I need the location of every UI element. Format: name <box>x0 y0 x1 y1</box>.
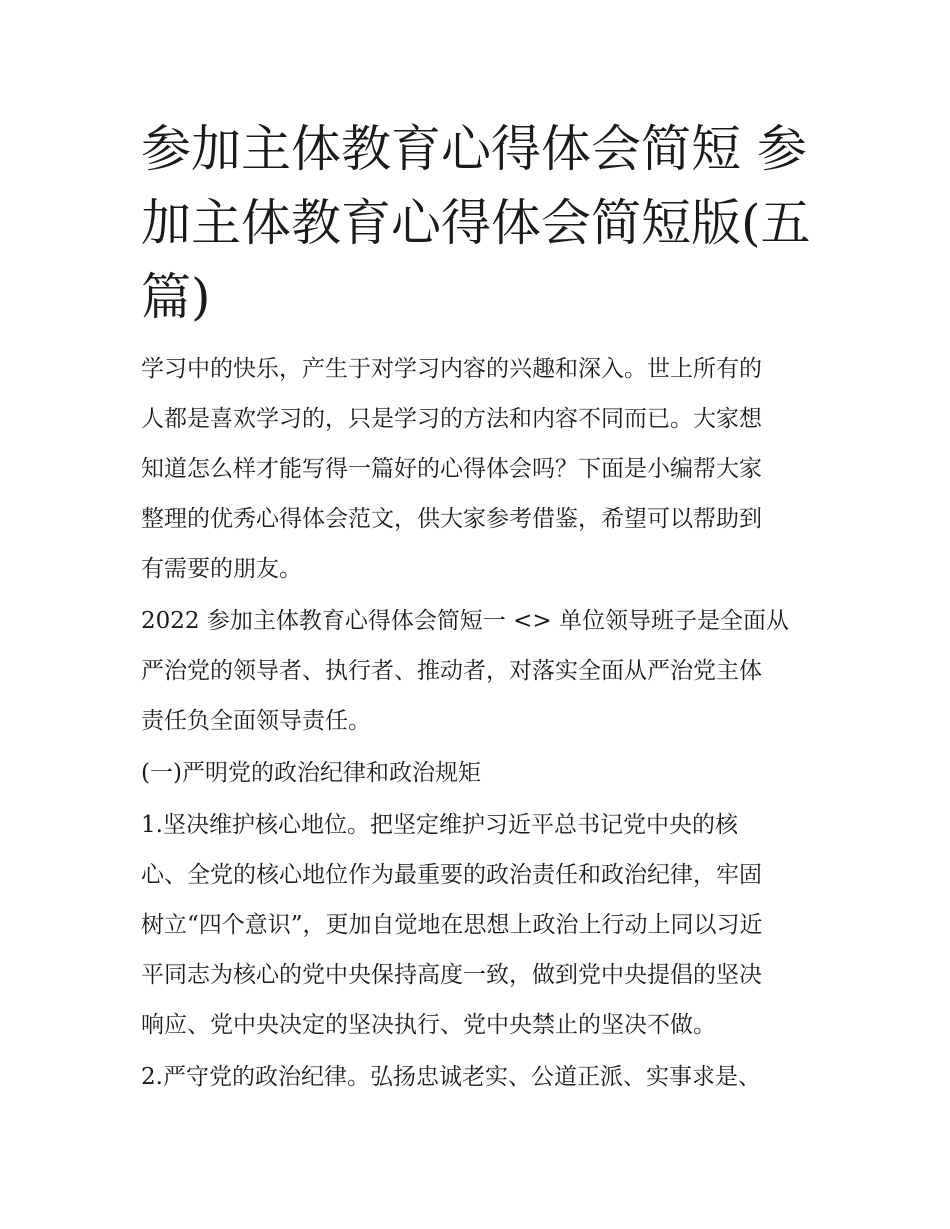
text-line: 1.坚决维护核心地位。把坚定维护习近平总书记党中央的核 <box>141 812 738 838</box>
document-title <box>141 112 813 334</box>
text-line: 整理的优秀心得体会范文，供大家参考借鉴，希望可以帮助到 <box>141 506 762 532</box>
text-line: 责任负全面领导责任。 <box>141 708 371 734</box>
text-line: 2022 参加主体教育心得体会简短一 <> 单位领导班子是全面从 <box>141 608 790 634</box>
item-one-paragraph <box>141 800 813 1050</box>
section-one-paragraph <box>141 596 813 746</box>
text-line: 心、全党的核心地位作为最重要的政治责任和政治纪律，牢固 <box>141 862 762 888</box>
text-line: 平同志为核心的党中央保持高度一致，做到党中央提倡的坚决 <box>141 962 762 988</box>
text-line: 知道怎么样才能写得一篇好的心得体会吗？下面是小编帮大家 <box>141 456 762 482</box>
intro-paragraph <box>141 344 813 594</box>
text-line: (一)严明党的政治纪律和政治规矩 <box>141 760 481 786</box>
title-line: 加主体教育心得体会简短版(五 <box>141 194 811 252</box>
item-two-paragraph <box>141 1052 813 1102</box>
text-line: 响应、党中央决定的坚决执行、党中央禁止的坚决不做。 <box>141 1012 716 1038</box>
text-line: 有需要的朋友。 <box>141 556 302 582</box>
title-line: 篇) <box>141 268 211 326</box>
text-line: 树立“四个意识”，更加自觉地在思想上政治上行动上同以习近 <box>141 912 763 938</box>
text-line: 2.严守党的政治纪律。弘扬忠诚老实、公道正派、实事求是、 <box>141 1064 761 1090</box>
subheading-paragraph <box>141 748 813 798</box>
text-line: 学习中的快乐，产生于对学习内容的兴趣和深入。世上所有的 <box>141 356 762 382</box>
text-line: 人都是喜欢学习的，只是学习的方法和内容不同而已。大家想 <box>141 406 762 432</box>
document-page <box>141 112 813 1102</box>
title-line: 参加主体教育心得体会简短 参 <box>141 120 807 178</box>
text-line: 严治党的领导者、执行者、推动者，对落实全面从严治党主体 <box>141 658 762 684</box>
